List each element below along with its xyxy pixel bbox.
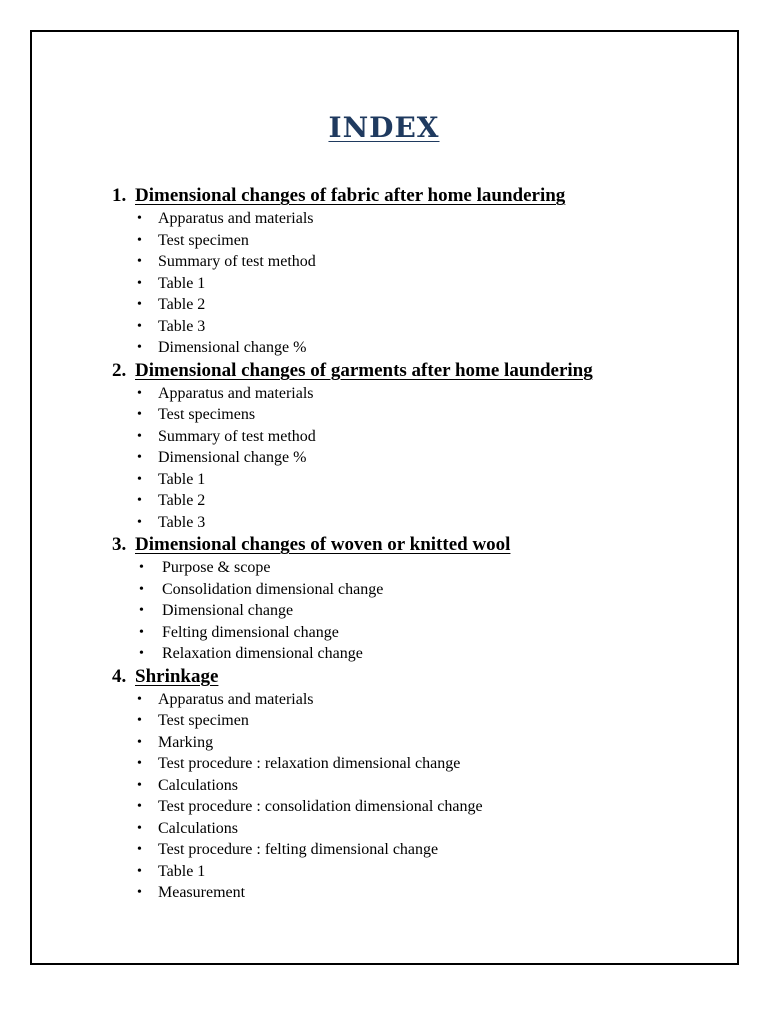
list-item (112, 383, 712, 405)
list-item-label: Table 1 (158, 862, 206, 880)
bullet-icon: • (137, 407, 142, 422)
bullet-icon: • (137, 385, 142, 401)
list-item-label: Consolidation dimensional change (162, 580, 384, 598)
list-item (112, 337, 712, 359)
list-item (112, 600, 712, 622)
list-item-label: Dimensional change (162, 602, 294, 619)
list-item-label: Table 3 (158, 317, 206, 335)
list-item (112, 273, 712, 295)
list-item-label: Calculations (158, 776, 238, 794)
section-heading (112, 665, 712, 689)
list-item (112, 404, 712, 426)
list-item (112, 643, 712, 665)
section-4 (112, 665, 712, 904)
bullet-icon: • (137, 691, 142, 707)
list-item (112, 230, 712, 252)
section-number: 1. (112, 185, 127, 206)
list-item-label: Dimensional change % (158, 339, 307, 356)
bullet-icon: • (137, 777, 142, 793)
list-item-label: Test specimens (158, 406, 256, 423)
bullet-icon: • (137, 885, 142, 900)
bullet-icon: • (139, 624, 144, 640)
section-number: 3. (112, 534, 127, 555)
bullet-icon: • (137, 450, 142, 465)
list-item-label: Table 1 (158, 274, 206, 292)
list-item-label: Test specimen (158, 712, 249, 729)
bullet-icon: • (139, 560, 144, 575)
section-items (112, 208, 712, 359)
bullet-icon: • (139, 603, 144, 618)
list-item (112, 251, 712, 273)
list-item (112, 426, 712, 448)
bullet-icon: • (137, 254, 142, 269)
section-items (112, 383, 712, 534)
list-item (112, 512, 712, 534)
list-item (112, 732, 712, 754)
bullet-icon: • (137, 471, 142, 487)
list-item (112, 469, 712, 491)
section-heading (112, 359, 712, 383)
list-item-label: Dimensional change % (158, 449, 307, 466)
list-item (112, 316, 712, 338)
list-item (112, 882, 712, 904)
list-item-label: Table 3 (158, 513, 206, 531)
bullet-icon: • (137, 514, 142, 530)
bullet-icon: • (137, 756, 142, 771)
bullet-icon: • (137, 820, 142, 836)
list-item-label: Summary of test method (158, 427, 316, 445)
list-item-label: Summary of test method (158, 253, 316, 270)
section-items (112, 557, 712, 665)
page-title: INDEX (328, 110, 440, 144)
list-item (112, 294, 712, 316)
bullet-icon: • (137, 275, 142, 291)
section-heading (112, 184, 712, 208)
list-item-label: Felting dimensional change (162, 623, 339, 641)
list-item-label: Test procedure : consolidation dimensional change (158, 798, 483, 815)
bullet-icon: • (137, 297, 142, 312)
list-item-label: Table 2 (158, 492, 206, 509)
list-item (112, 490, 712, 512)
list-item-label: Test procedure : felting dimensional change (158, 841, 439, 858)
list-item-label: Measurement (158, 884, 246, 901)
bullet-icon: • (137, 734, 142, 750)
list-item-label: Test specimen (158, 231, 249, 249)
bullet-icon: • (137, 799, 142, 814)
list-item-label: Purpose & scope (162, 559, 271, 576)
section-3 (112, 533, 712, 665)
list-item-label: Calculations (158, 819, 238, 837)
bullet-icon: • (137, 493, 142, 508)
list-item-label: Apparatus and materials (158, 210, 314, 227)
section-1 (112, 184, 712, 359)
list-item (112, 839, 712, 861)
list-item (112, 753, 712, 775)
list-item (112, 579, 712, 601)
list-item (112, 689, 712, 711)
list-item (112, 208, 712, 230)
section-title: Dimensional changes of woven or knitted wool (135, 534, 511, 555)
bullet-icon: • (137, 842, 142, 857)
bullet-icon: • (137, 318, 142, 334)
section-title: Dimensional changes of fabric after home laundering (135, 185, 566, 206)
list-item-label: Apparatus and materials (158, 690, 314, 708)
bullet-icon: • (137, 713, 142, 728)
section-heading (112, 533, 712, 557)
list-item-label: Marking (158, 733, 214, 751)
bullet-icon: • (137, 863, 142, 879)
table-of-contents (112, 184, 712, 904)
list-item (112, 861, 712, 883)
bullet-icon: • (139, 646, 144, 661)
list-item-label: Test procedure : relaxation dimensional change (158, 755, 461, 772)
list-item-label: Table 2 (158, 296, 206, 313)
list-item (112, 775, 712, 797)
list-item-label: Apparatus and materials (158, 384, 314, 402)
list-item (112, 447, 712, 469)
section-2 (112, 359, 712, 534)
section-items (112, 689, 712, 904)
section-title: Shrinkage (135, 665, 219, 687)
list-item-label: Relaxation dimensional change (162, 645, 363, 662)
section-number: 2. (112, 359, 127, 381)
list-item (112, 622, 712, 644)
list-item-label: Table 1 (158, 470, 206, 488)
bullet-icon: • (137, 428, 142, 444)
list-item (112, 557, 712, 579)
bullet-icon: • (137, 232, 142, 248)
list-item (112, 818, 712, 840)
bullet-icon: • (139, 581, 144, 597)
section-title: Dimensional changes of garments after home laundering (135, 359, 593, 381)
bullet-icon: • (137, 340, 142, 355)
list-item (112, 796, 712, 818)
section-number: 4. (112, 665, 127, 687)
bullet-icon: • (137, 211, 142, 226)
list-item (112, 710, 712, 732)
